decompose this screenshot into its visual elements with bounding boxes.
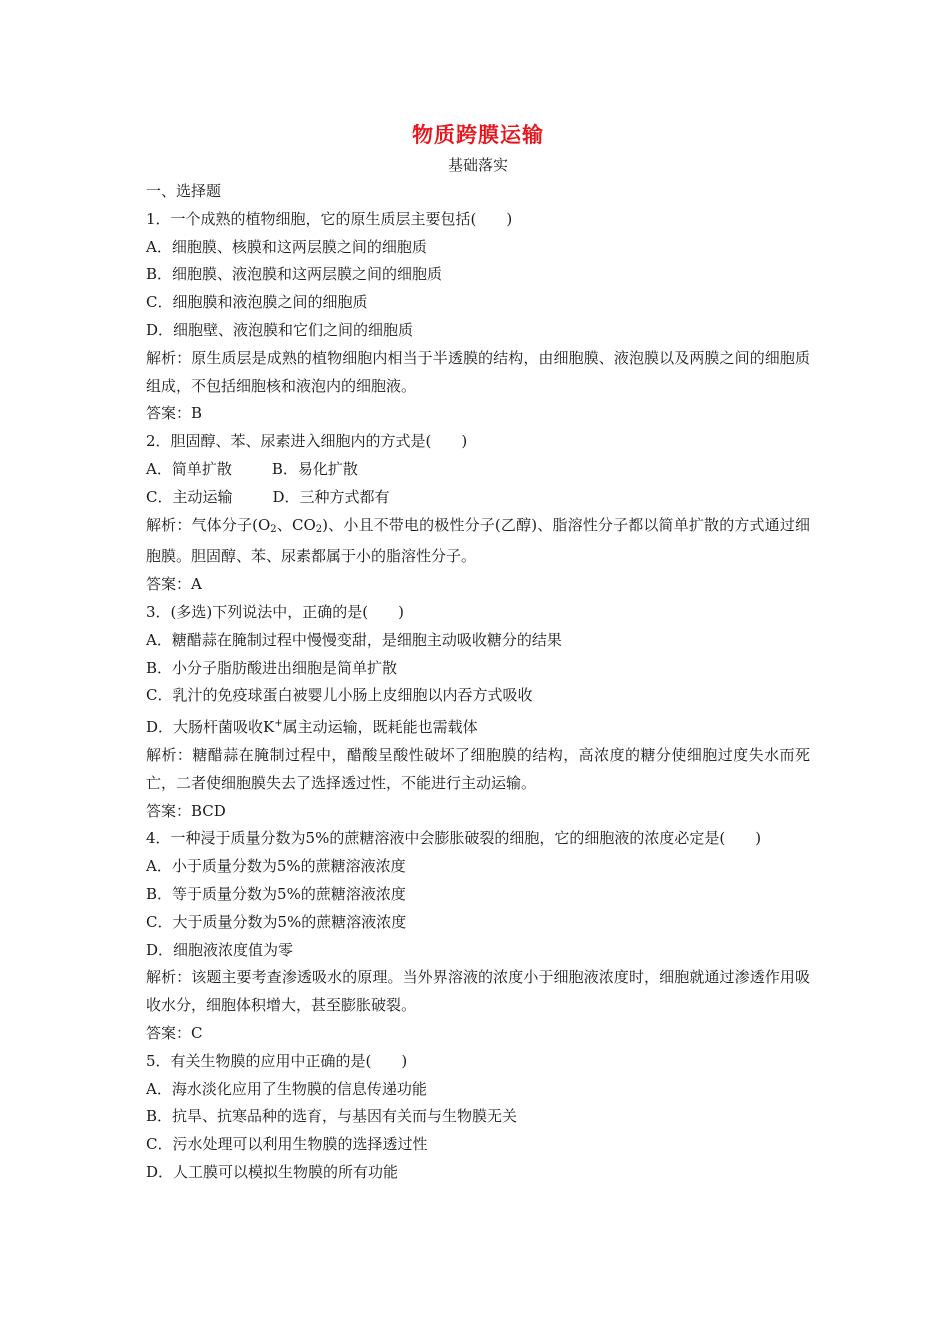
superscript-plus: + — [274, 718, 283, 730]
question-4-option-c: C．大于质量分数为5%的蔗糖溶液浓度 — [146, 912, 407, 931]
question-3-option-b: B．小分子脂肪酸进出细胞是简单扩散 — [146, 658, 398, 677]
question-2-stem: 2．胆固醇、苯、尿素进入细胞内的方式是( ) — [146, 432, 468, 451]
subscript-2: 2 — [315, 523, 323, 535]
question-4-analysis: 解析：该题主要考查渗透吸水的原理。当外界溶液的浓度小于细胞液浓度时，细胞就通过渗透作用吸收水分，细胞体积增大，甚至膨胀破裂。 — [146, 968, 810, 1015]
document-page — [146, 118, 810, 1187]
question-2-option-b: B．易化扩散 — [271, 459, 358, 478]
question-3-stem: 3．(多选)下列说法中，正确的是( ) — [146, 602, 404, 621]
section-heading: 一、选择题 — [146, 182, 222, 200]
question-1-option-a: A．细胞膜、核膜和这两层膜之间的细胞质 — [146, 237, 427, 256]
question-4-option-a: A．小于质量分数为5%的蔗糖溶液浓度 — [146, 857, 406, 876]
question-3-option-c: C．乳汁的免疫球蛋白被婴儿小肠上皮细胞以内吞方式吸收 — [146, 686, 533, 705]
question-1-option-b: B．细胞膜、液泡膜和这两层膜之间的细胞质 — [146, 265, 443, 284]
question-1-option-c: C．细胞膜和液泡膜之间的细胞质 — [146, 293, 368, 312]
question-2-option-d: D．三种方式都有 — [272, 487, 390, 506]
question-5-stem: 5．有关生物膜的应用中正确的是( ) — [146, 1051, 408, 1070]
question-3-option-d: D．大肠杆菌吸收K+属主动运输，既耗能也需载体 — [146, 718, 478, 737]
question-5-option-a: A．海水淡化应用了生物膜的信息传递功能 — [146, 1079, 427, 1098]
question-4-answer: 答案：C — [146, 1023, 203, 1042]
question-3-option-a: A．糖醋蒜在腌制过程中慢慢变甜，是细胞主动吸收糖分的结果 — [146, 630, 562, 649]
question-5-option-b: B．抗旱、抗寒品种的选育，与基因有关而与生物膜无关 — [146, 1107, 518, 1126]
question-1-option-d: D．细胞壁、液泡膜和它们之间的细胞质 — [146, 320, 414, 339]
question-2-answer: 答案：A — [146, 575, 202, 594]
question-3-answer: 答案：BCD — [146, 801, 226, 820]
question-1-analysis: 解析：原生质层是成熟的植物细胞内相当于半透膜的结构，由细胞膜、液泡膜以及两膜之间的细胞质组成，不包括细胞核和液泡内的细胞液。 — [146, 348, 810, 395]
question-3-analysis: 解析：糖醋蒜在腌制过程中，醋酸呈酸性破坏了细胞膜的结构，高浓度的糖分使细胞过度失水而死亡，二者使细胞膜失去了选择透过性，不能进行主动运输。 — [146, 745, 810, 792]
question-5-option-d: D．人工膜可以模拟生物膜的所有功能 — [146, 1162, 399, 1181]
question-2-options-cd — [146, 484, 810, 512]
question-1-stem: 1．一个成熟的植物细胞，它的原生质层主要包括( ) — [146, 209, 513, 228]
question-4-option-b: B．等于质量分数为5%的蔗糖溶液浓度 — [146, 884, 406, 903]
question-4-option-d: D．细胞液浓度值为零 — [146, 940, 294, 959]
question-2-option-c: C．主动运输 — [146, 487, 233, 506]
document-title: 物质跨膜运输 — [412, 123, 544, 147]
question-2-option-a: A．简单扩散 — [146, 459, 232, 478]
question-2-options-ab — [146, 456, 810, 484]
question-5-option-c: C．污水处理可以利用生物膜的选择透过性 — [146, 1135, 428, 1154]
question-2-analysis: 解析：气体分子($O_2$、$CO_2$)、小且不带电的极性分子(乙醇)、脂溶性分子都以简单扩散的方式通过细胞膜。胆固醇、苯、尿素都属于小的脂溶性分子。 — [146, 515, 811, 566]
question-4-stem: 4．一种浸于质量分数为5%的蔗糖溶液中会膨胀破裂的细胞，它的细胞液的浓度必定是( ) — [146, 829, 762, 848]
question-1-answer: 答案：B — [146, 404, 203, 423]
subscript-2: 2 — [270, 523, 277, 535]
document-subtitle: 基础落实 — [447, 156, 508, 174]
